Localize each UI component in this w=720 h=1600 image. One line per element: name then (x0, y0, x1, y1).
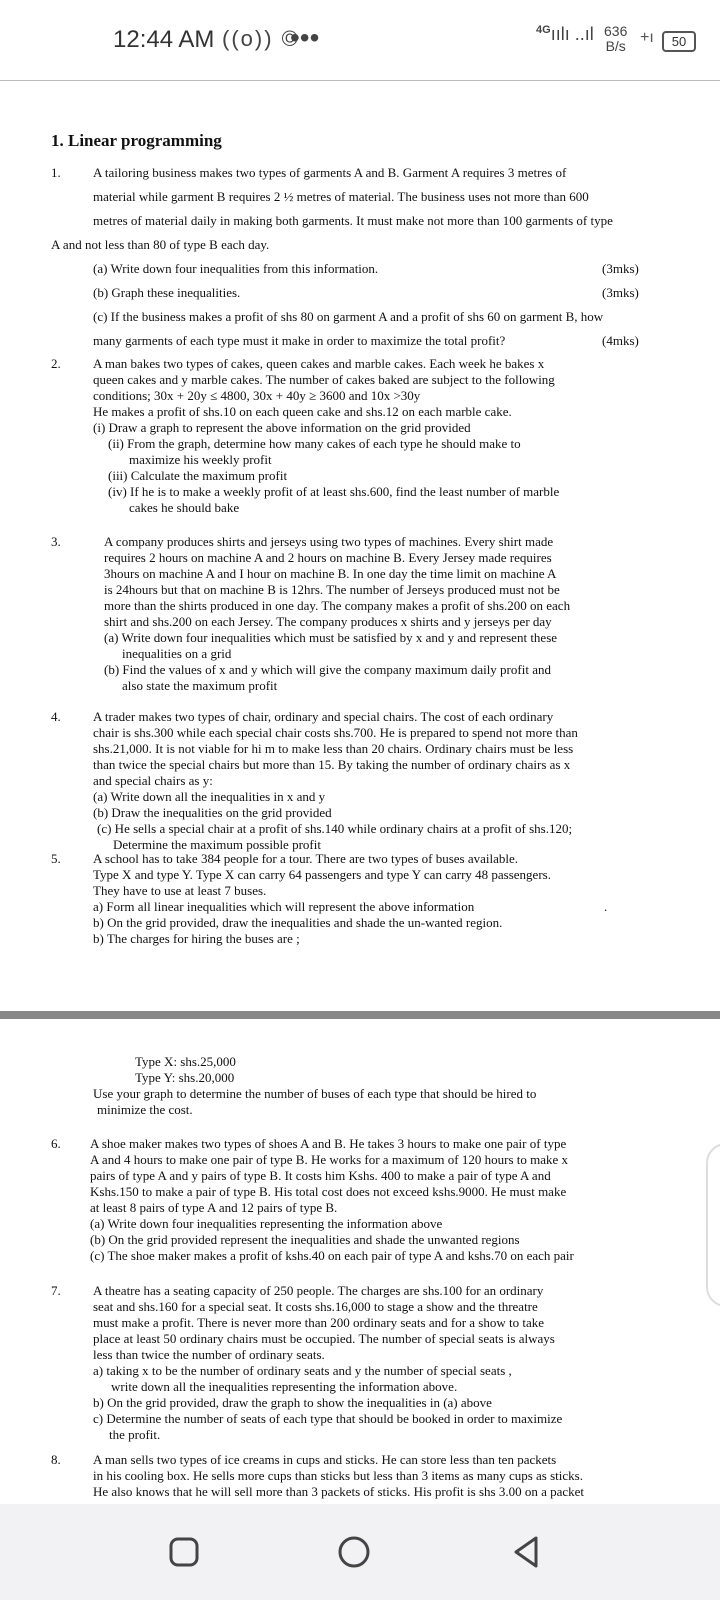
text-line: 3hours on machine A and I hour on machine B. In one day the time limit on machine A (104, 566, 557, 581)
question-5-continued (135, 1054, 236, 1086)
battery-icon: 50 (662, 31, 696, 52)
question-1 (93, 165, 613, 237)
text-line: also state the maximum profit (122, 678, 278, 693)
text-line: (iv) If he is to make a weekly profit of at least shs.600, find the least number of marble (108, 484, 560, 499)
stray-mark: . (604, 899, 608, 914)
text-line: c) Determine the number of seats of each type that should be booked in order to maximize (93, 1411, 563, 1426)
charging-icon: +ı (640, 29, 654, 46)
text-line: Determine the maximum possible profit (113, 837, 321, 852)
text-line: maximize his weekly profit (129, 452, 272, 467)
document-page-2 (0, 1019, 720, 1504)
text-line: and special chairs as y: (93, 773, 213, 788)
text-line: (ii) From the graph, determine how many cakes of each type he should make to (108, 436, 521, 451)
marks-label: (3mks) (602, 285, 639, 300)
text-line: (a) Write down four inequalities representing the information above (90, 1216, 443, 1231)
navigation-bar (0, 1504, 720, 1600)
text-line: He also knows that he will sell more than 3 packets of sticks. His profit is shs 3.00 on a packet (93, 1484, 585, 1499)
text-line: A shoe maker makes two types of shoes A and B. He takes 3 hours to make one pair of type (90, 1136, 567, 1151)
text-line: Type X: shs.25,000 (135, 1054, 236, 1069)
text-line: is 24hours but that on machine B is 12hrs. The number of Jerseys produced must not be (104, 582, 560, 597)
text-line: A and not less than 80 of type B each day. (51, 237, 270, 252)
question-1-part-c: (c) If the business makes a profit of shs 80 on garment A and a profit of shs 60 on garment B, how (93, 309, 604, 324)
text-line: (iii) Calculate the maximum profit (108, 468, 288, 483)
text-line: must make a profit. There is never more than 200 ordinary seats and for a show to take (93, 1315, 545, 1330)
text-line: They have to use at least 7 buses. (93, 883, 267, 898)
text-line: many garments of each type must it make in order to maximize the total profit? (93, 333, 506, 348)
text-line: inequalities on a grid (122, 646, 232, 661)
text-line: the profit. (109, 1427, 161, 1442)
text-line: A tailoring business makes two types of garments A and B. Garment A requires 3 metres of (93, 165, 567, 180)
network-speed (604, 24, 627, 54)
back-icon (516, 1538, 536, 1566)
question-number: 2. (51, 356, 61, 371)
question-4 (93, 709, 578, 853)
question-5 (93, 851, 551, 947)
page-divider (0, 1011, 720, 1019)
marks-label: (3mks) (602, 261, 639, 276)
notification-icons: ((o)) © (222, 26, 300, 51)
text-line: pairs of type A and y pairs of type B. It costs him Kshs. 400 to make a pair of type A and (90, 1168, 551, 1183)
marks-label: (4mks) (602, 333, 639, 348)
text-line: minimize the cost. (97, 1102, 193, 1117)
text-line: (b) Find the values of x and y which will give the company maximum daily profit and (104, 662, 551, 677)
text-line: more than the shirts produced in one day. The company makes a profit of shs.200 on each (104, 598, 571, 613)
text-line: than twice the special chairs but more than 15. By taking the number of ordinary chairs as x (93, 757, 571, 772)
text-line: A man bakes two types of cakes, queen cakes and marble cakes. Each week he bakes x (93, 356, 545, 371)
text-line: (i) Draw a graph to represent the above information on the grid provided (93, 420, 471, 435)
question-number: 4. (51, 709, 61, 724)
question-3 (104, 534, 570, 694)
text-line: write down all the inequalities representing the information above. (111, 1379, 458, 1394)
text-line: b) The charges for hiring the buses are ; (93, 931, 300, 946)
text-line: Use your graph to determine the number of buses of each type that should be hired to (93, 1086, 537, 1101)
text-line: a) Form all linear inequalities which will represent the above information (93, 899, 475, 914)
text-line: conditions; 30x + 20y ≤ 4800, 30x + 40y ≥ 3600 and 10x >30y (93, 388, 421, 403)
question-6 (90, 1136, 574, 1264)
question-8 (93, 1452, 584, 1500)
question-1-part-b: (b) Graph these inequalities. (93, 285, 241, 300)
text-line: (b) On the grid provided represent the inequalities and shade the unwanted regions (90, 1232, 520, 1247)
text-line: (a) Write down four inequalities which must be satisfied by x and y and represent these (104, 630, 558, 645)
speed-value: 636 (604, 23, 628, 39)
question-5-continued-text (93, 1086, 536, 1118)
text-line: b) On the grid provided, draw the graph to show the inequalities in (a) above (93, 1395, 492, 1410)
text-line: shirt and shs.200 on each Jersey. The company produces x shirts and y jerseys per day (104, 614, 552, 629)
text-line: cakes he should bake (129, 500, 240, 515)
home-icon (340, 1538, 368, 1566)
question-7 (93, 1283, 562, 1443)
status-bar (0, 0, 720, 81)
edge-panel-handle[interactable] (706, 1143, 720, 1307)
text-line: He makes a profit of shs.10 on each queen cake and shs.12 on each marble cake. (93, 404, 512, 419)
question-number: 3. (51, 534, 61, 549)
text-line: (c) The shoe maker makes a profit of kshs.40 on each pair of type A and kshs.70 on each pair (90, 1248, 574, 1263)
question-number: 7. (51, 1283, 61, 1298)
document-page-1 (0, 81, 720, 1011)
text-line: queen cakes and y marble cakes. The number of cakes baked are subject to the following (93, 372, 555, 387)
question-2 (93, 356, 559, 516)
text-line: Type Y: shs.20,000 (135, 1070, 235, 1085)
signal-bars: ıılı ..ıl (550, 24, 594, 44)
text-line: seat and shs.160 for a special seat. It costs shs.16,000 to stage a show and the threatre (93, 1299, 538, 1314)
question-number: 5. (51, 851, 61, 866)
network-type: 4G (536, 24, 551, 36)
text-line: Kshs.150 to make a pair of type B. His total cost does not exceed kshs.9000. He must make (90, 1184, 567, 1199)
text-line: (a) Write down all the inequalities in x and y (93, 789, 326, 804)
back-button[interactable] (508, 1534, 544, 1570)
text-line: metres of material daily in making both garments. It must make not more than 100 garments of type (93, 213, 613, 228)
clock: 12:44 AM (113, 26, 215, 53)
question-1-part-a: (a) Write down four inequalities from this information. (93, 261, 379, 276)
text-line: place at least 50 ordinary chairs must be occupied. The number of special seats is always (93, 1331, 555, 1346)
page-title: 1. Linear programming (51, 131, 222, 150)
text-line: shs.21,000. It is not viable for hi m to make less than 20 chairs. Ordinary chairs must be less (93, 741, 574, 756)
text-line: less than twice the number of ordinary seats. (93, 1347, 325, 1362)
home-button[interactable] (336, 1534, 372, 1570)
text-line: a) taking x to be the number of ordinary seats and y the number of special seats , (93, 1363, 512, 1378)
text-line: requires 2 hours on machine A and 2 hours on machine B. Every Jersey made requires (104, 550, 552, 565)
text-line: b) On the grid provided, draw the inequalities and shade the un-wanted region. (93, 915, 503, 930)
speed-unit: B/s (605, 38, 626, 54)
text-line: A trader makes two types of chair, ordinary and special chairs. The cost of each ordinary (93, 709, 554, 724)
text-line: (b) Draw the inequalities on the grid provided (93, 805, 332, 820)
text-line: A man sells two types of ice creams in cups and sticks. He can store less than ten packets (93, 1452, 557, 1467)
text-line: A and 4 hours to make one pair of type B. He works for a maximum of 120 hours to make x (90, 1152, 569, 1167)
text-line: A school has to take 384 people for a tour. There are two types of buses available. (93, 851, 519, 866)
text-line: at least 8 pairs of type A and 12 pairs of type B. (90, 1200, 338, 1215)
signal-icon (536, 24, 594, 45)
more-notifications-icon: ••• (290, 22, 320, 53)
question-number: 8. (51, 1452, 61, 1467)
text-line: material while garment B requires 2 ½ metres of material. The business uses not more than 600 (93, 189, 589, 204)
question-number: 6. (51, 1136, 61, 1151)
text-line: (c) He sells a special chair at a profit of shs.140 while ordinary chairs at a profit of shs.120; (97, 821, 573, 836)
text-line: in his cooling box. He sells more cups than sticks but less than 3 items as many cups as sticks. (93, 1468, 583, 1483)
text-line: chair is shs.300 while each special chair costs shs.700. He is prepared to spend not more than (93, 725, 578, 740)
text-line: A company produces shirts and jerseys using two types of machines. Every shirt made (104, 534, 554, 549)
recents-icon (171, 1539, 197, 1565)
text-line: A theatre has a seating capacity of 250 people. The charges are shs.100 for an ordinary (93, 1283, 544, 1298)
question-number: 1. (51, 165, 61, 180)
text-line: Type X and type Y. Type X can carry 64 passengers and type Y can carry 48 passengers. (93, 867, 551, 882)
recents-button[interactable] (166, 1534, 202, 1570)
